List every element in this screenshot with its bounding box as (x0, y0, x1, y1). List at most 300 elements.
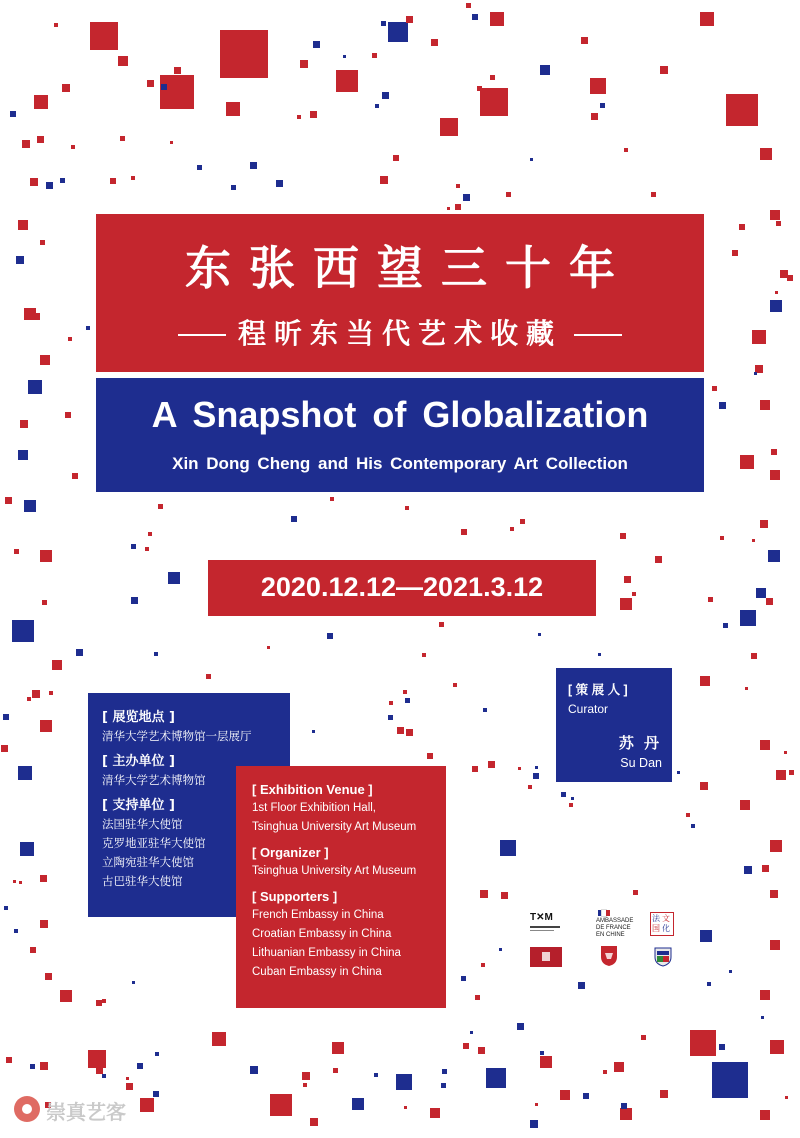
confetti-square (397, 727, 404, 734)
confetti-square (775, 291, 778, 294)
venue-en-line: Tsinghua University Art Museum (252, 821, 417, 833)
french-culture-logo (650, 912, 674, 936)
subtitle-chinese-row (96, 312, 704, 352)
venue-header-en: [ Exhibition Venue ] (252, 782, 373, 797)
confetti-square (40, 875, 47, 882)
tam-logo-mark: T✕M (530, 912, 553, 923)
confetti-square (768, 550, 780, 562)
confetti-square (442, 1069, 447, 1074)
culture-char: 法 (652, 914, 660, 923)
confetti-square (333, 1068, 338, 1073)
confetti-square (206, 674, 211, 679)
confetti-square (231, 185, 236, 190)
confetti-square (90, 22, 118, 50)
confetti-square (540, 65, 550, 75)
organizer-en: Tsinghua University Art Museum (252, 865, 417, 877)
cuba-crest-icon (652, 945, 674, 967)
subtitle-chinese: 程昕东当代艺术收藏 (237, 317, 562, 350)
supporter-en: French Embassy in China (252, 909, 384, 921)
confetti-square (154, 652, 158, 656)
confetti-square (302, 1072, 310, 1080)
confetti-square (598, 653, 601, 656)
confetti-square (760, 990, 770, 1000)
curator-role: Curator (568, 702, 609, 716)
culture-char: 国 (652, 924, 660, 933)
confetti-square (60, 990, 72, 1002)
confetti-square (590, 78, 606, 94)
confetti-square (40, 355, 50, 365)
confetti-square (726, 94, 758, 126)
confetti-square (76, 649, 83, 656)
confetti-square (690, 1030, 716, 1056)
confetti-square (161, 84, 167, 90)
confetti-square (18, 766, 32, 780)
confetti-square (620, 1108, 632, 1120)
croatia-crest-icon (542, 952, 550, 961)
confetti-square (540, 1056, 552, 1068)
curator-header: [ 策 展 人 ] (568, 683, 628, 697)
confetti-square (760, 400, 770, 410)
confetti-square (752, 539, 755, 542)
venue-en-line: 1st Floor Exhibition Hall, (252, 802, 376, 814)
confetti-square (19, 881, 22, 884)
confetti-square (480, 890, 488, 898)
confetti-square (708, 597, 713, 602)
confetti-square (621, 1103, 627, 1109)
confetti-square (10, 111, 16, 117)
supporters-header-cn: [ 支持单位 ] (102, 798, 175, 813)
confetti-square (700, 930, 712, 942)
dash-right (574, 334, 622, 336)
confetti-square (761, 1016, 764, 1019)
confetti-square (312, 730, 315, 733)
confetti-square (422, 653, 426, 657)
organizer-cn: 清华大学艺术博物馆 (102, 773, 206, 787)
confetti-square (723, 623, 728, 628)
confetti-square (406, 16, 413, 23)
confetti-square (382, 92, 389, 99)
confetti-square (754, 372, 757, 375)
confetti-square (40, 550, 52, 562)
confetti-square (624, 148, 628, 152)
culture-char: 文 (662, 914, 670, 923)
confetti-square (427, 753, 433, 759)
curator-name-cn: 苏 丹 (618, 735, 662, 752)
confetti-square (535, 1103, 538, 1106)
confetti-square (603, 1070, 607, 1074)
confetti-square (620, 533, 626, 539)
confetti-square (528, 785, 532, 789)
confetti-square (406, 729, 413, 736)
confetti-square (488, 761, 495, 768)
confetti-square (155, 1052, 159, 1056)
confetti-square (490, 75, 495, 80)
confetti-square (110, 178, 116, 184)
confetti-square (330, 497, 334, 501)
confetti-square (174, 67, 181, 74)
confetti-square (751, 653, 757, 659)
dash-left (178, 334, 226, 336)
confetti-square (677, 771, 680, 774)
confetti-square (472, 766, 478, 772)
confetti-square (310, 1118, 318, 1126)
confetti-square (62, 84, 70, 92)
confetti-square (132, 981, 135, 984)
confetti-square (478, 1047, 485, 1054)
confetti-square (581, 37, 588, 44)
confetti-square (447, 207, 450, 210)
france-embassy-logo (596, 910, 634, 938)
confetti-square (72, 473, 78, 479)
confetti-square (3, 714, 9, 720)
confetti-square (480, 88, 508, 116)
confetti-square (483, 708, 487, 712)
confetti-square (30, 947, 36, 953)
confetti-square (388, 715, 393, 720)
confetti-square (461, 529, 467, 535)
confetti-square (276, 180, 283, 187)
confetti-square (712, 386, 717, 391)
confetti-square (477, 86, 482, 91)
organizer-header-en: [ Organizer ] (252, 845, 329, 860)
confetti-square (776, 221, 781, 226)
confetti-square (131, 544, 136, 549)
confetti-square (27, 697, 31, 701)
confetti-square (12, 620, 34, 642)
confetti-square (388, 22, 408, 42)
confetti-square (380, 176, 388, 184)
confetti-square (16, 256, 24, 264)
confetti-square (600, 103, 605, 108)
confetti-square (40, 240, 45, 245)
confetti-square (463, 194, 470, 201)
confetti-square (633, 890, 638, 895)
confetti-square (32, 690, 40, 698)
confetti-square (343, 55, 346, 58)
confetti-square (303, 1083, 307, 1087)
confetti-square (752, 330, 766, 344)
confetti-square (732, 250, 738, 256)
confetti-square (766, 598, 773, 605)
confetti-square (140, 1098, 154, 1112)
confetti-square (455, 204, 461, 210)
curator-name-en: Su Dan (620, 756, 662, 770)
confetti-square (197, 165, 202, 170)
supporter-en: Cuban Embassy in China (252, 966, 382, 978)
confetti-square (60, 178, 65, 183)
confetti-square (102, 999, 106, 1003)
confetti-square (720, 536, 724, 540)
flag-red-stripe (606, 910, 610, 916)
confetti-square (776, 770, 786, 780)
confetti-square (131, 176, 135, 180)
confetti-square (300, 60, 308, 68)
confetti-square (719, 1044, 725, 1050)
confetti-square (486, 1068, 506, 1088)
confetti-square (250, 162, 257, 169)
confetti-square (439, 622, 444, 627)
confetti-square (785, 1096, 788, 1099)
tam-logo (530, 912, 560, 936)
confetti-square (624, 576, 631, 583)
confetti-square (456, 184, 460, 188)
title-english: A Snapshot of Globalization (151, 394, 649, 435)
subtitle-english: Xin Dong Cheng and His Contemporary Art Collection (172, 454, 628, 473)
confetti-square (591, 113, 598, 120)
confetti-square (700, 12, 714, 26)
confetti-square (102, 1074, 106, 1078)
confetti-square (20, 842, 34, 856)
confetti-square (745, 687, 748, 690)
confetti-square (52, 660, 62, 670)
confetti-square (96, 1067, 103, 1074)
confetti-square (372, 53, 377, 58)
confetti-square (530, 1120, 538, 1128)
confetti-square (472, 14, 478, 20)
confetti-square (332, 1042, 344, 1054)
confetti-square (756, 588, 766, 598)
confetti-square (4, 906, 8, 910)
confetti-square (46, 182, 53, 189)
confetti-square (168, 572, 180, 584)
confetti-square (147, 80, 154, 87)
supporter-cn: 古巴驻华大使馆 (102, 874, 183, 888)
confetti-square (651, 192, 656, 197)
supporter-cn: 立陶宛驻华大使馆 (102, 855, 194, 869)
confetti-square (481, 963, 485, 967)
confetti-square (430, 1108, 440, 1118)
confetti-square (500, 840, 516, 856)
confetti-square (6, 1057, 12, 1063)
confetti-square (22, 140, 30, 148)
confetti-square (510, 527, 514, 531)
confetti-square (145, 547, 149, 551)
confetti-square (501, 892, 508, 899)
confetti-square (30, 1064, 35, 1069)
confetti-square (700, 676, 710, 686)
confetti-square (461, 976, 466, 981)
confetti-square (267, 646, 270, 649)
confetti-square (24, 500, 36, 512)
confetti-square (771, 840, 776, 845)
confetti-square (88, 1050, 106, 1068)
confetti-square (453, 683, 457, 687)
confetti-square (389, 701, 393, 705)
confetti-square (740, 610, 756, 626)
confetti-square (571, 797, 574, 800)
confetti-square (470, 1031, 473, 1034)
confetti-square (403, 690, 407, 694)
confetti-square (33, 313, 40, 320)
supporter-cn: 克罗地亚驻华大使馆 (102, 836, 206, 850)
info-block-english (236, 766, 446, 1008)
lithuania-embassy-logo (600, 945, 618, 967)
confetti-square (126, 1077, 129, 1080)
france-logo-line: EN CHINE (596, 932, 625, 938)
confetti-square (226, 102, 240, 116)
confetti-square (538, 633, 541, 636)
confetti-square (739, 224, 745, 230)
confetti-square (404, 1106, 407, 1109)
confetti-square (614, 1062, 624, 1072)
confetti-square (620, 598, 632, 610)
confetti-square (660, 66, 668, 74)
confetti-square (660, 1090, 668, 1098)
confetti-square (18, 450, 28, 460)
confetti-square (583, 1093, 589, 1099)
confetti-square (466, 3, 471, 8)
title-block-chinese (96, 214, 704, 372)
confetti-square (40, 920, 48, 928)
confetti-square (313, 41, 320, 48)
confetti-square (655, 556, 662, 563)
supporter-en: Lithuanian Embassy in China (252, 947, 401, 959)
confetti-square (578, 982, 585, 989)
confetti-square (405, 698, 410, 703)
confetti-square (375, 104, 379, 108)
confetti-square (719, 402, 726, 409)
tam-logo-rule (530, 926, 560, 928)
confetti-square (789, 770, 794, 775)
title-block-english (96, 378, 704, 492)
watermark-text: 崇真艺客 (46, 1100, 126, 1124)
venue-cn: 清华大学艺术博物馆一层展厅 (102, 729, 252, 743)
confetti-square (691, 824, 695, 828)
confetti-square (744, 866, 752, 874)
confetti-square (40, 720, 52, 732)
confetti-square (530, 158, 533, 161)
confetti-square (49, 691, 53, 695)
confetti-square (170, 141, 173, 144)
confetti-square (148, 532, 152, 536)
confetti-square (5, 497, 12, 504)
france-logo-line: DE FRANCE (596, 925, 631, 931)
confetti-square (30, 178, 38, 186)
confetti-square (686, 813, 690, 817)
confetti-square (153, 1091, 159, 1097)
confetti-square (352, 1098, 364, 1110)
confetti-square (220, 30, 268, 78)
confetti-square (641, 1035, 646, 1040)
confetti-square (393, 155, 399, 161)
confetti-square (762, 865, 769, 872)
confetti-square (65, 412, 71, 418)
confetti-square (569, 803, 573, 807)
confetti-square (396, 1074, 412, 1090)
confetti-square (297, 115, 301, 119)
confetti-square (71, 145, 75, 149)
confetti-square (475, 995, 480, 1000)
confetti-square (327, 633, 333, 639)
venue-header-cn: [ 展览地点 ] (102, 710, 175, 725)
confetti-square (310, 111, 317, 118)
exhibition-dates: 2020.12.12—2021.3.12 (260, 572, 544, 602)
confetti-square (291, 516, 297, 522)
confetti-square (45, 973, 52, 980)
culture-char: 化 (662, 924, 670, 933)
confetti-square (632, 592, 636, 596)
supporter-en: Croatian Embassy in China (252, 928, 392, 940)
watermark-logo-icon (14, 1096, 40, 1122)
confetti-square (18, 220, 28, 230)
supporter-cn: 法国驻华大使馆 (102, 817, 183, 831)
confetti-square (270, 1094, 292, 1116)
confetti-square (250, 1066, 258, 1074)
confetti-square (158, 504, 163, 509)
supporters-header-en: [ Supporters ] (252, 889, 338, 904)
confetti-square (405, 506, 409, 510)
cuba-embassy-logo (652, 945, 674, 967)
confetti-square (126, 1083, 133, 1090)
curator-block (556, 668, 672, 782)
croatia-embassy-logo (530, 947, 562, 967)
confetti-square (131, 597, 138, 604)
confetti-square (1, 745, 8, 752)
confetti-square (517, 1023, 524, 1030)
confetti-square (54, 23, 58, 27)
confetti-square (14, 929, 18, 933)
confetti-square (560, 1090, 570, 1100)
confetti-square (518, 767, 521, 770)
confetti-square (770, 470, 780, 480)
lithuania-shield-icon (600, 945, 618, 967)
confetti-square (441, 1083, 446, 1088)
confetti-square (499, 948, 502, 951)
confetti-square (28, 380, 42, 394)
confetti-square (760, 148, 772, 160)
confetti-square (37, 136, 44, 143)
confetti-square (506, 192, 511, 197)
date-block (208, 560, 596, 616)
confetti-square (14, 549, 19, 554)
confetti-square (431, 39, 438, 46)
confetti-square (336, 70, 358, 92)
confetti-square (760, 1110, 770, 1120)
confetti-square (212, 1032, 226, 1046)
confetti-square (770, 300, 782, 312)
confetti-square (771, 449, 777, 455)
tam-logo-rule (530, 930, 554, 931)
confetti-square (760, 520, 768, 528)
confetti-square (520, 519, 525, 524)
confetti-square (533, 773, 539, 779)
confetti-square (760, 740, 770, 750)
organizer-header-cn: [ 主办单位 ] (102, 754, 175, 769)
confetti-square (40, 1062, 48, 1070)
confetti-square (120, 136, 125, 141)
confetti-square (770, 1040, 784, 1054)
confetti-square (374, 1073, 378, 1077)
confetti-square (440, 118, 458, 136)
confetti-square (707, 982, 711, 986)
confetti-square (118, 56, 128, 66)
confetti-square (712, 1062, 748, 1098)
confetti-square (160, 75, 194, 109)
confetti-square (770, 940, 780, 950)
confetti-square (381, 21, 386, 26)
confetti-square (740, 455, 754, 469)
confetti-square (770, 210, 780, 220)
confetti-square (42, 600, 47, 605)
confetti-square (740, 800, 750, 810)
confetti-square (787, 275, 793, 281)
confetti-square (463, 1043, 469, 1049)
confetti-square (535, 766, 538, 769)
france-logo-line: AMBASSADE (596, 918, 634, 924)
confetti-square (68, 337, 72, 341)
confetti-square (700, 782, 708, 790)
confetti-square (137, 1063, 143, 1069)
